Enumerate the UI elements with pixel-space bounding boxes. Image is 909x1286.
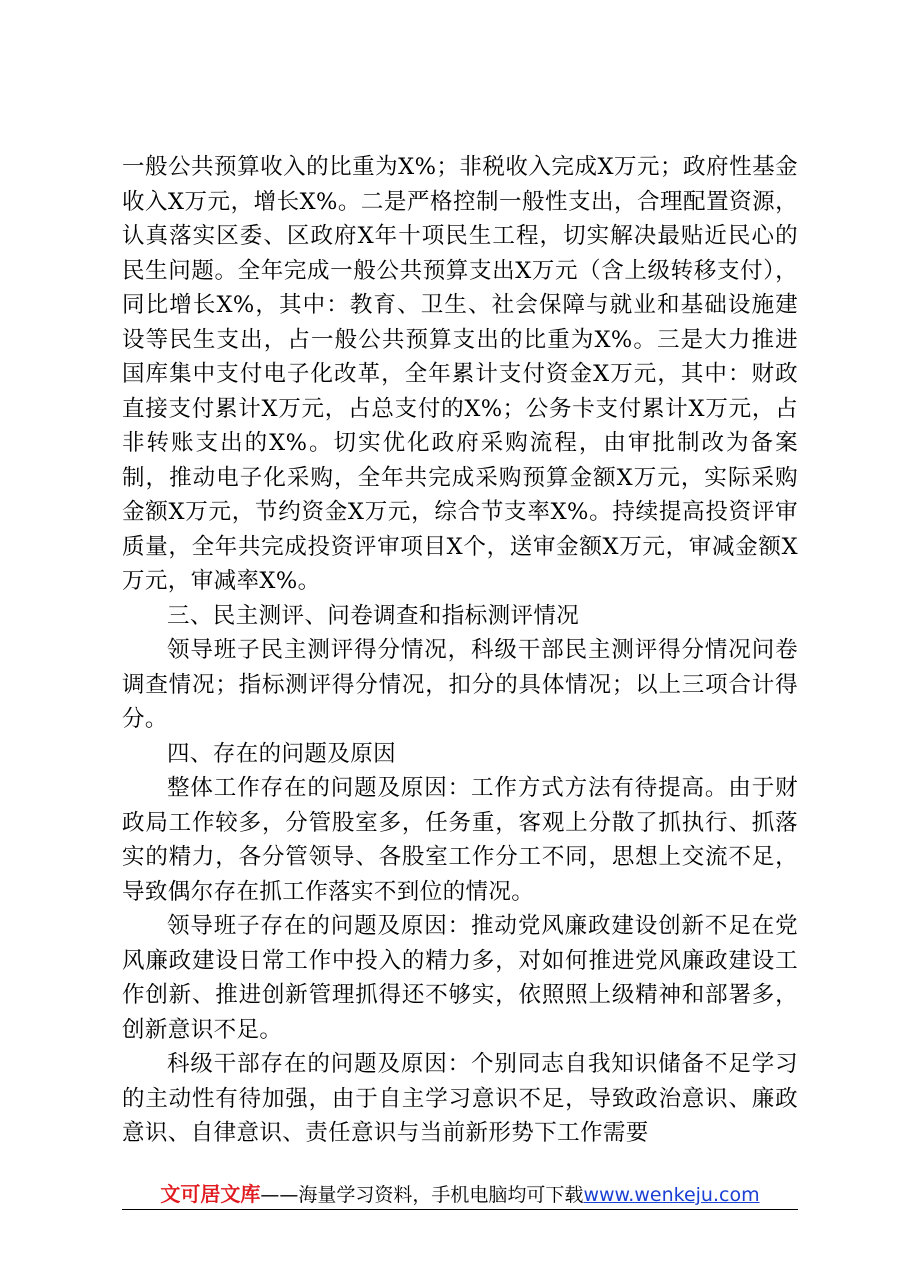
paragraph-budget-summary: 一般公共预算收入的比重为X%；非税收入完成X万元；政府性基金收入X万元，增长X%。二是严格控制一般性支出，合理配置资源，认真落实区委、区政府X年十项民生工程，切实解决最贴近民心的民生问题。全年完成一般公共预算支出X万元（含上级转移支付），同比增长X%，其中：教育、卫生、社会保障与就业和基础设施建设等民生支出，占一般公共预算支出的比重为X%。三是大力推进国库集中支付电子化改革，全年累计支付资金X万元，其中：财政直接支付累计X万元，占总支付的X%；公务卡支付累计X万元，占非转账支出的X%。切实优化政府采购流程，由审批制改为备案制，推动电子化采购，全年共完成采购预算金额X万元，实际采购金额X万元，节约资金X万元，综合节支率X%。持续提高投资评审质量，全年共完成投资评审项目X个，送审金额X万元，审减金额X万元，审减率X%。 bbox=[122, 154, 798, 594]
footer-dash: —— bbox=[260, 1184, 299, 1206]
footer-brand: 文可居文库 bbox=[160, 1182, 261, 1206]
footer-link[interactable]: www.wenkeju.com bbox=[583, 1184, 760, 1206]
footer-slogan: 海量学习资料，手机电脑均可下载 bbox=[298, 1184, 584, 1206]
paragraph-overall-problems: 整体工作存在的问题及原因：工作方式方法有待提高。由于财政局工作较多，分管股室多，任务重，客观上分散了抓执行、抓落实的精力，各分管领导、各股室工作分工不同，思想上交流不足，导致偶尔存在抓工作落实不到位的情况。 bbox=[122, 775, 798, 905]
document-body bbox=[122, 150, 798, 1151]
paragraph-leadership-problems: 领导班子存在的问题及原因：推动党风廉政建设创新不足在党风廉政建设日常工作中投入的精力多，对如何推进党风廉政建设工作创新、推进创新管理抓得还不够实，依照照上级精神和部署多，创新意识不足。 bbox=[122, 913, 798, 1043]
section-heading-problems: 四、存在的问题及原因 bbox=[167, 740, 397, 767]
paragraph-cadre-problems: 科级干部存在的问题及原因：个别同志自我知识储备不足学习的主动性有待加强，由于自主学习意识不足，导致政治意识、廉政意识、自律意识、责任意识与当前新形势下工作需要 bbox=[122, 1051, 798, 1146]
section-heading-evaluation: 三、民主测评、问卷调查和指标测评情况 bbox=[167, 602, 580, 629]
paragraph-evaluation-scores: 领导班子民主测评得分情况，科级干部民主测评得分情况问卷调查情况；指标测评得分情况，扣分的具体情况；以上三项合计得分。 bbox=[122, 637, 798, 732]
page-footer bbox=[122, 1180, 798, 1209]
footer-divider bbox=[122, 1209, 798, 1210]
